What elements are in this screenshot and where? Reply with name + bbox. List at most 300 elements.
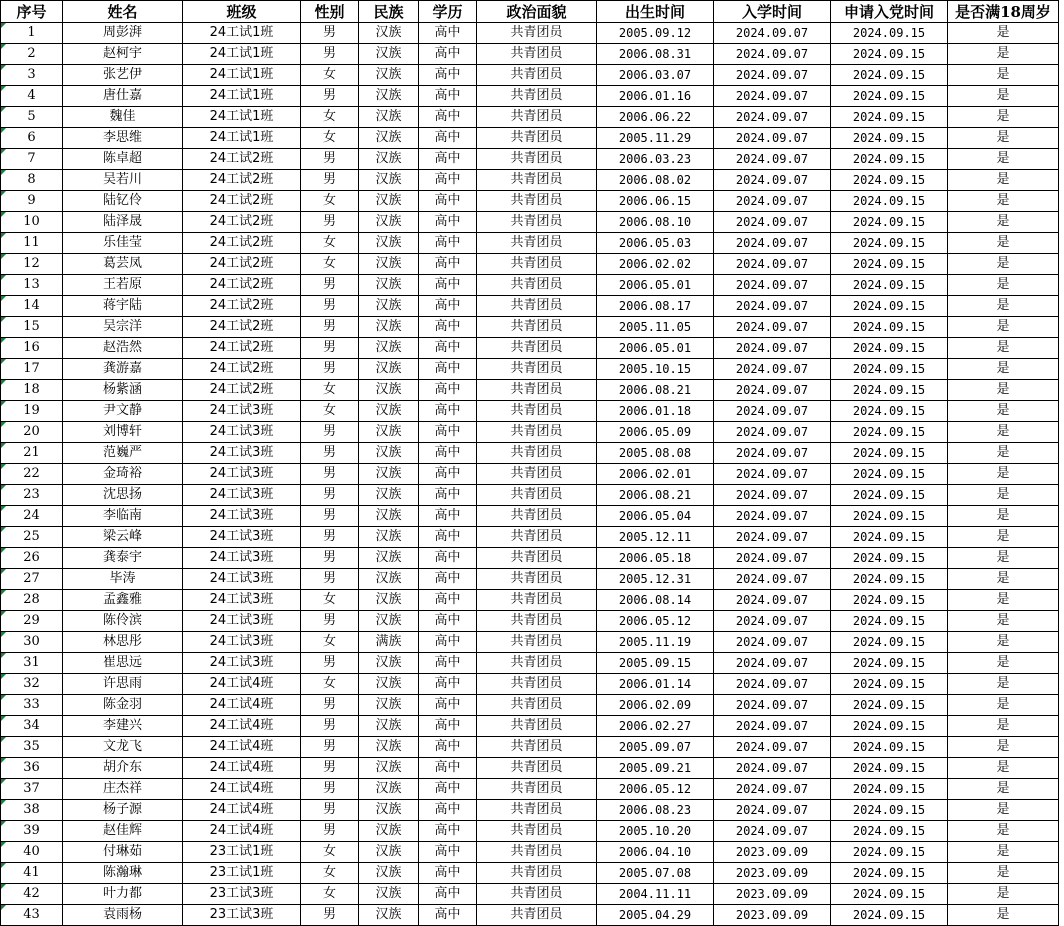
political-status-cell[interactable]: 共青团员 [477,191,597,212]
gender-cell[interactable]: 男 [301,527,359,548]
index-cell[interactable]: 7 [1,149,63,170]
class-cell[interactable]: 24工试4班 [183,737,301,758]
education-cell[interactable]: 高中 [419,170,477,191]
over-18-cell[interactable]: 是 [948,905,1059,926]
enrollment-date-cell[interactable]: 2024.09.07 [714,548,831,569]
over-18-cell[interactable]: 是 [948,527,1059,548]
political-status-cell[interactable]: 共青团员 [477,254,597,275]
enrollment-date-cell[interactable]: 2024.09.07 [714,422,831,443]
class-cell[interactable]: 24工试3班 [183,548,301,569]
ethnicity-cell[interactable]: 汉族 [359,233,419,254]
class-cell[interactable]: 24工试2班 [183,380,301,401]
ethnicity-cell[interactable]: 汉族 [359,422,419,443]
index-cell[interactable]: 31 [1,653,63,674]
class-cell[interactable]: 24工试2班 [183,149,301,170]
index-cell[interactable]: 22 [1,464,63,485]
col-header-birth-date[interactable]: 出生时间 [597,1,714,23]
col-header-education[interactable]: 学历 [419,1,477,23]
class-cell[interactable]: 24工试3班 [183,401,301,422]
education-cell[interactable]: 高中 [419,464,477,485]
birth-date-cell[interactable]: 2006.04.10 [597,842,714,863]
gender-cell[interactable]: 男 [301,149,359,170]
application-date-cell[interactable]: 2024.09.15 [831,800,948,821]
class-cell[interactable]: 24工试3班 [183,632,301,653]
gender-cell[interactable]: 男 [301,443,359,464]
enrollment-date-cell[interactable]: 2024.09.07 [714,254,831,275]
enrollment-date-cell[interactable]: 2024.09.07 [714,233,831,254]
name-cell[interactable]: 周彭湃 [63,23,183,44]
birth-date-cell[interactable]: 2006.02.02 [597,254,714,275]
name-cell[interactable]: 刘博轩 [63,422,183,443]
gender-cell[interactable]: 女 [301,401,359,422]
index-cell[interactable]: 40 [1,842,63,863]
index-cell[interactable]: 41 [1,863,63,884]
education-cell[interactable]: 高中 [419,716,477,737]
ethnicity-cell[interactable]: 汉族 [359,716,419,737]
application-date-cell[interactable]: 2024.09.15 [831,821,948,842]
class-cell[interactable]: 24工试4班 [183,758,301,779]
political-status-cell[interactable]: 共青团员 [477,443,597,464]
gender-cell[interactable]: 女 [301,233,359,254]
enrollment-date-cell[interactable]: 2024.09.07 [714,338,831,359]
index-cell[interactable]: 29 [1,611,63,632]
name-cell[interactable]: 乐佳莹 [63,233,183,254]
education-cell[interactable]: 高中 [419,800,477,821]
name-cell[interactable]: 林思彤 [63,632,183,653]
name-cell[interactable]: 庄杰祥 [63,779,183,800]
index-cell[interactable]: 6 [1,128,63,149]
class-cell[interactable]: 24工试3班 [183,485,301,506]
name-cell[interactable]: 李建兴 [63,716,183,737]
ethnicity-cell[interactable]: 汉族 [359,86,419,107]
education-cell[interactable]: 高中 [419,191,477,212]
political-status-cell[interactable]: 共青团员 [477,737,597,758]
name-cell[interactable]: 陆钇伶 [63,191,183,212]
education-cell[interactable]: 高中 [419,296,477,317]
name-cell[interactable]: 赵佳辉 [63,821,183,842]
ethnicity-cell[interactable]: 汉族 [359,296,419,317]
class-cell[interactable]: 24工试2班 [183,275,301,296]
political-status-cell[interactable]: 共青团员 [477,296,597,317]
index-cell[interactable]: 20 [1,422,63,443]
index-cell[interactable]: 30 [1,632,63,653]
class-cell[interactable]: 24工试3班 [183,590,301,611]
enrollment-date-cell[interactable]: 2024.09.07 [714,821,831,842]
enrollment-date-cell[interactable]: 2024.09.07 [714,569,831,590]
enrollment-date-cell[interactable]: 2024.09.07 [714,359,831,380]
name-cell[interactable]: 赵柯宇 [63,44,183,65]
over-18-cell[interactable]: 是 [948,149,1059,170]
application-date-cell[interactable]: 2024.09.15 [831,464,948,485]
ethnicity-cell[interactable]: 汉族 [359,44,419,65]
over-18-cell[interactable]: 是 [948,233,1059,254]
over-18-cell[interactable]: 是 [948,674,1059,695]
over-18-cell[interactable]: 是 [948,653,1059,674]
enrollment-date-cell[interactable]: 2024.09.07 [714,317,831,338]
gender-cell[interactable]: 女 [301,191,359,212]
index-cell[interactable]: 14 [1,296,63,317]
gender-cell[interactable]: 男 [301,758,359,779]
birth-date-cell[interactable]: 2005.07.08 [597,863,714,884]
birth-date-cell[interactable]: 2005.11.19 [597,632,714,653]
name-cell[interactable]: 赵浩然 [63,338,183,359]
ethnicity-cell[interactable]: 汉族 [359,653,419,674]
index-cell[interactable]: 28 [1,590,63,611]
application-date-cell[interactable]: 2024.09.15 [831,254,948,275]
political-status-cell[interactable]: 共青团员 [477,779,597,800]
gender-cell[interactable]: 女 [301,590,359,611]
education-cell[interactable]: 高中 [419,737,477,758]
index-cell[interactable]: 24 [1,506,63,527]
ethnicity-cell[interactable]: 汉族 [359,863,419,884]
gender-cell[interactable]: 男 [301,44,359,65]
birth-date-cell[interactable]: 2006.08.21 [597,380,714,401]
enrollment-date-cell[interactable]: 2024.09.07 [714,170,831,191]
birth-date-cell[interactable]: 2005.09.12 [597,23,714,44]
name-cell[interactable]: 王若原 [63,275,183,296]
class-cell[interactable]: 23工试1班 [183,863,301,884]
index-cell[interactable]: 21 [1,443,63,464]
political-status-cell[interactable]: 共青团员 [477,86,597,107]
application-date-cell[interactable]: 2024.09.15 [831,86,948,107]
birth-date-cell[interactable]: 2004.11.11 [597,884,714,905]
enrollment-date-cell[interactable]: 2024.09.07 [714,401,831,422]
name-cell[interactable]: 魏佳 [63,107,183,128]
education-cell[interactable]: 高中 [419,128,477,149]
political-status-cell[interactable]: 共青团员 [477,338,597,359]
enrollment-date-cell[interactable]: 2024.09.07 [714,695,831,716]
political-status-cell[interactable]: 共青团员 [477,758,597,779]
enrollment-date-cell[interactable]: 2024.09.07 [714,212,831,233]
index-cell[interactable]: 35 [1,737,63,758]
birth-date-cell[interactable]: 2005.04.29 [597,905,714,926]
index-cell[interactable]: 26 [1,548,63,569]
birth-date-cell[interactable]: 2006.08.31 [597,44,714,65]
political-status-cell[interactable]: 共青团员 [477,422,597,443]
enrollment-date-cell[interactable]: 2024.09.07 [714,296,831,317]
col-header-index[interactable]: 序号 [1,1,63,23]
name-cell[interactable]: 付琳茹 [63,842,183,863]
index-cell[interactable]: 19 [1,401,63,422]
political-status-cell[interactable]: 共青团员 [477,44,597,65]
index-cell[interactable]: 15 [1,317,63,338]
application-date-cell[interactable]: 2024.09.15 [831,758,948,779]
birth-date-cell[interactable]: 2005.09.21 [597,758,714,779]
enrollment-date-cell[interactable]: 2024.09.07 [714,191,831,212]
class-cell[interactable]: 24工试4班 [183,800,301,821]
gender-cell[interactable]: 男 [301,821,359,842]
name-cell[interactable]: 孟鑫雅 [63,590,183,611]
over-18-cell[interactable]: 是 [948,737,1059,758]
class-cell[interactable]: 24工试2班 [183,254,301,275]
class-cell[interactable]: 24工试2班 [183,212,301,233]
application-date-cell[interactable]: 2024.09.15 [831,212,948,233]
ethnicity-cell[interactable]: 汉族 [359,548,419,569]
application-date-cell[interactable]: 2024.09.15 [831,107,948,128]
political-status-cell[interactable]: 共青团员 [477,800,597,821]
name-cell[interactable]: 陈卓超 [63,149,183,170]
class-cell[interactable]: 24工试2班 [183,170,301,191]
birth-date-cell[interactable]: 2006.05.12 [597,611,714,632]
enrollment-date-cell[interactable]: 2024.09.07 [714,464,831,485]
education-cell[interactable]: 高中 [419,821,477,842]
application-date-cell[interactable]: 2024.09.15 [831,485,948,506]
ethnicity-cell[interactable]: 汉族 [359,317,419,338]
application-date-cell[interactable]: 2024.09.15 [831,296,948,317]
enrollment-date-cell[interactable]: 2023.09.09 [714,905,831,926]
index-cell[interactable]: 17 [1,359,63,380]
gender-cell[interactable]: 男 [301,359,359,380]
enrollment-date-cell[interactable]: 2024.09.07 [714,779,831,800]
over-18-cell[interactable]: 是 [948,716,1059,737]
political-status-cell[interactable]: 共青团员 [477,401,597,422]
ethnicity-cell[interactable]: 汉族 [359,254,419,275]
application-date-cell[interactable]: 2024.09.15 [831,506,948,527]
birth-date-cell[interactable]: 2006.05.01 [597,275,714,296]
education-cell[interactable]: 高中 [419,338,477,359]
political-status-cell[interactable]: 共青团员 [477,275,597,296]
birth-date-cell[interactable]: 2005.12.11 [597,527,714,548]
name-cell[interactable]: 尹文静 [63,401,183,422]
index-cell[interactable]: 39 [1,821,63,842]
application-date-cell[interactable]: 2024.09.15 [831,65,948,86]
birth-date-cell[interactable]: 2006.08.02 [597,170,714,191]
gender-cell[interactable]: 男 [301,296,359,317]
ethnicity-cell[interactable]: 汉族 [359,506,419,527]
birth-date-cell[interactable]: 2006.05.18 [597,548,714,569]
index-cell[interactable]: 43 [1,905,63,926]
col-header-enrollment-date[interactable]: 入学时间 [714,1,831,23]
ethnicity-cell[interactable]: 汉族 [359,800,419,821]
enrollment-date-cell[interactable]: 2024.09.07 [714,107,831,128]
gender-cell[interactable]: 女 [301,254,359,275]
over-18-cell[interactable]: 是 [948,338,1059,359]
political-status-cell[interactable]: 共青团员 [477,464,597,485]
index-cell[interactable]: 9 [1,191,63,212]
application-date-cell[interactable]: 2024.09.15 [831,674,948,695]
birth-date-cell[interactable]: 2005.10.15 [597,359,714,380]
birth-date-cell[interactable]: 2005.11.29 [597,128,714,149]
class-cell[interactable]: 24工试3班 [183,653,301,674]
name-cell[interactable]: 许思雨 [63,674,183,695]
class-cell[interactable]: 24工试1班 [183,128,301,149]
education-cell[interactable]: 高中 [419,86,477,107]
birth-date-cell[interactable]: 2006.08.10 [597,212,714,233]
gender-cell[interactable]: 男 [301,86,359,107]
name-cell[interactable]: 杨紫涵 [63,380,183,401]
class-cell[interactable]: 23工试1班 [183,842,301,863]
application-date-cell[interactable]: 2024.09.15 [831,653,948,674]
ethnicity-cell[interactable]: 汉族 [359,338,419,359]
class-cell[interactable]: 24工试1班 [183,65,301,86]
gender-cell[interactable]: 男 [301,800,359,821]
education-cell[interactable]: 高中 [419,674,477,695]
birth-date-cell[interactable]: 2006.03.07 [597,65,714,86]
gender-cell[interactable]: 男 [301,737,359,758]
over-18-cell[interactable]: 是 [948,44,1059,65]
birth-date-cell[interactable]: 2006.02.09 [597,695,714,716]
political-status-cell[interactable]: 共青团员 [477,485,597,506]
ethnicity-cell[interactable]: 汉族 [359,821,419,842]
over-18-cell[interactable]: 是 [948,128,1059,149]
ethnicity-cell[interactable]: 汉族 [359,275,419,296]
birth-date-cell[interactable]: 2005.11.05 [597,317,714,338]
education-cell[interactable]: 高中 [419,548,477,569]
political-status-cell[interactable]: 共青团员 [477,212,597,233]
application-date-cell[interactable]: 2024.09.15 [831,149,948,170]
over-18-cell[interactable]: 是 [948,422,1059,443]
over-18-cell[interactable]: 是 [948,506,1059,527]
education-cell[interactable]: 高中 [419,485,477,506]
application-date-cell[interactable]: 2024.09.15 [831,422,948,443]
political-status-cell[interactable]: 共青团员 [477,590,597,611]
class-cell[interactable]: 24工试4班 [183,779,301,800]
ethnicity-cell[interactable]: 汉族 [359,779,419,800]
education-cell[interactable]: 高中 [419,905,477,926]
education-cell[interactable]: 高中 [419,506,477,527]
enrollment-date-cell[interactable]: 2024.09.07 [714,65,831,86]
political-status-cell[interactable]: 共青团员 [477,359,597,380]
name-cell[interactable]: 龚游嘉 [63,359,183,380]
class-cell[interactable]: 24工试2班 [183,233,301,254]
political-status-cell[interactable]: 共青团员 [477,317,597,338]
political-status-cell[interactable]: 共青团员 [477,380,597,401]
name-cell[interactable]: 毕涛 [63,569,183,590]
index-cell[interactable]: 42 [1,884,63,905]
index-cell[interactable]: 1 [1,23,63,44]
application-date-cell[interactable]: 2024.09.15 [831,611,948,632]
class-cell[interactable]: 24工试1班 [183,44,301,65]
gender-cell[interactable]: 男 [301,170,359,191]
over-18-cell[interactable]: 是 [948,758,1059,779]
over-18-cell[interactable]: 是 [948,548,1059,569]
name-cell[interactable]: 吴宗洋 [63,317,183,338]
education-cell[interactable]: 高中 [419,758,477,779]
ethnicity-cell[interactable]: 汉族 [359,65,419,86]
ethnicity-cell[interactable]: 汉族 [359,464,419,485]
gender-cell[interactable]: 男 [301,716,359,737]
over-18-cell[interactable]: 是 [948,800,1059,821]
education-cell[interactable]: 高中 [419,695,477,716]
col-header-application-date[interactable]: 申请入党时间 [831,1,948,23]
education-cell[interactable]: 高中 [419,653,477,674]
gender-cell[interactable]: 男 [301,611,359,632]
over-18-cell[interactable]: 是 [948,821,1059,842]
name-cell[interactable]: 张艺伊 [63,65,183,86]
col-header-gender[interactable]: 性别 [301,1,359,23]
political-status-cell[interactable]: 共青团员 [477,884,597,905]
education-cell[interactable]: 高中 [419,317,477,338]
education-cell[interactable]: 高中 [419,884,477,905]
application-date-cell[interactable]: 2024.09.15 [831,695,948,716]
application-date-cell[interactable]: 2024.09.15 [831,23,948,44]
ethnicity-cell[interactable]: 满族 [359,632,419,653]
over-18-cell[interactable]: 是 [948,779,1059,800]
index-cell[interactable]: 16 [1,338,63,359]
name-cell[interactable]: 文龙飞 [63,737,183,758]
index-cell[interactable]: 12 [1,254,63,275]
education-cell[interactable]: 高中 [419,842,477,863]
education-cell[interactable]: 高中 [419,107,477,128]
application-date-cell[interactable]: 2024.09.15 [831,737,948,758]
political-status-cell[interactable]: 共青团员 [477,65,597,86]
over-18-cell[interactable]: 是 [948,23,1059,44]
ethnicity-cell[interactable]: 汉族 [359,569,419,590]
enrollment-date-cell[interactable]: 2024.09.07 [714,758,831,779]
ethnicity-cell[interactable]: 汉族 [359,443,419,464]
enrollment-date-cell[interactable]: 2024.09.07 [714,800,831,821]
over-18-cell[interactable]: 是 [948,65,1059,86]
enrollment-date-cell[interactable]: 2024.09.07 [714,44,831,65]
application-date-cell[interactable]: 2024.09.15 [831,317,948,338]
ethnicity-cell[interactable]: 汉族 [359,485,419,506]
over-18-cell[interactable]: 是 [948,632,1059,653]
over-18-cell[interactable]: 是 [948,590,1059,611]
class-cell[interactable]: 24工试2班 [183,317,301,338]
enrollment-date-cell[interactable]: 2024.09.07 [714,611,831,632]
index-cell[interactable]: 36 [1,758,63,779]
class-cell[interactable]: 24工试2班 [183,338,301,359]
political-status-cell[interactable]: 共青团员 [477,233,597,254]
birth-date-cell[interactable]: 2006.08.23 [597,800,714,821]
name-cell[interactable]: 吴若川 [63,170,183,191]
enrollment-date-cell[interactable]: 2024.09.07 [714,380,831,401]
application-date-cell[interactable]: 2024.09.15 [831,779,948,800]
application-date-cell[interactable]: 2024.09.15 [831,233,948,254]
application-date-cell[interactable]: 2024.09.15 [831,170,948,191]
application-date-cell[interactable]: 2024.09.15 [831,191,948,212]
enrollment-date-cell[interactable]: 2024.09.07 [714,674,831,695]
index-cell[interactable]: 23 [1,485,63,506]
political-status-cell[interactable]: 共青团员 [477,674,597,695]
ethnicity-cell[interactable]: 汉族 [359,191,419,212]
birth-date-cell[interactable]: 2006.08.21 [597,485,714,506]
class-cell[interactable]: 23工试3班 [183,905,301,926]
education-cell[interactable]: 高中 [419,254,477,275]
ethnicity-cell[interactable]: 汉族 [359,842,419,863]
enrollment-date-cell[interactable]: 2024.09.07 [714,527,831,548]
name-cell[interactable]: 唐仕嘉 [63,86,183,107]
gender-cell[interactable]: 女 [301,674,359,695]
enrollment-date-cell[interactable]: 2024.09.07 [714,506,831,527]
application-date-cell[interactable]: 2024.09.15 [831,716,948,737]
over-18-cell[interactable]: 是 [948,443,1059,464]
gender-cell[interactable]: 女 [301,107,359,128]
ethnicity-cell[interactable]: 汉族 [359,107,419,128]
education-cell[interactable]: 高中 [419,422,477,443]
gender-cell[interactable]: 男 [301,275,359,296]
education-cell[interactable]: 高中 [419,863,477,884]
birth-date-cell[interactable]: 2006.01.16 [597,86,714,107]
over-18-cell[interactable]: 是 [948,695,1059,716]
class-cell[interactable]: 24工试3班 [183,443,301,464]
political-status-cell[interactable]: 共青团员 [477,107,597,128]
class-cell[interactable]: 24工试2班 [183,191,301,212]
gender-cell[interactable]: 女 [301,842,359,863]
index-cell[interactable]: 8 [1,170,63,191]
name-cell[interactable]: 陆泽晟 [63,212,183,233]
class-cell[interactable]: 24工试2班 [183,359,301,380]
ethnicity-cell[interactable]: 汉族 [359,380,419,401]
index-cell[interactable]: 18 [1,380,63,401]
application-date-cell[interactable]: 2024.09.15 [831,359,948,380]
name-cell[interactable]: 叶力都 [63,884,183,905]
ethnicity-cell[interactable]: 汉族 [359,23,419,44]
application-date-cell[interactable]: 2024.09.15 [831,527,948,548]
application-date-cell[interactable]: 2024.09.15 [831,884,948,905]
over-18-cell[interactable]: 是 [948,569,1059,590]
name-cell[interactable]: 梁云峰 [63,527,183,548]
